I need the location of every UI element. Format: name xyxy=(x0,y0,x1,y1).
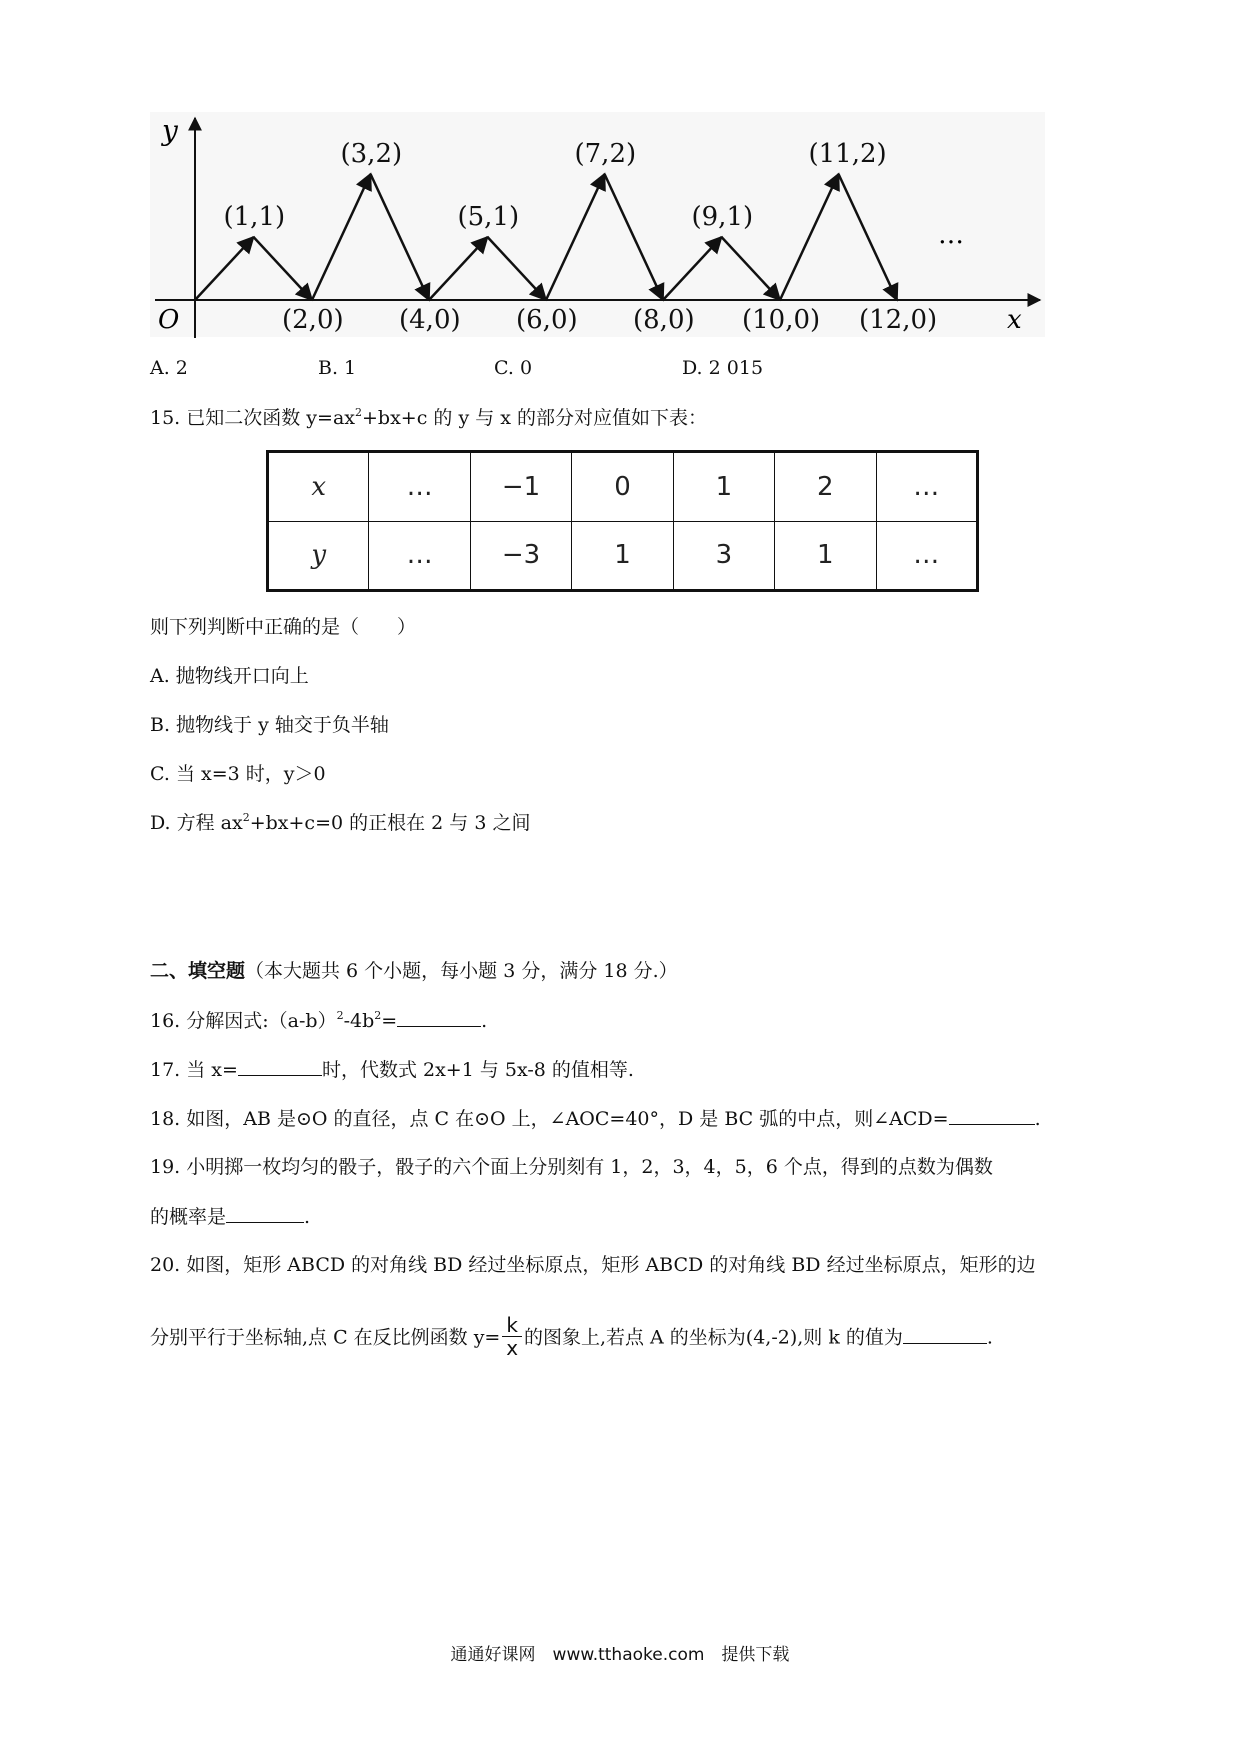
q20-line1: 20. 如图，矩形 ABCD 的对角线 BD 经过坐标原点，矩形 ABCD 的对角线 BD 经过坐标原点，矩形的边 xyxy=(150,1254,1036,1276)
x-axis-label: x xyxy=(1007,305,1022,335)
q19-line2: 的概率是 . xyxy=(150,1206,311,1228)
graph-ellipsis: … xyxy=(938,220,964,250)
q15-option-a: A. 抛物线开口向上 xyxy=(150,665,309,687)
answer-blank[interactable] xyxy=(949,1106,1035,1125)
q15-prompt: 则下列判断中正确的是（ ） xyxy=(150,616,417,638)
peak-label: (7,2) xyxy=(574,139,637,169)
q16: 16. 分解因式$:(a-b)^2-4b^2=$ . xyxy=(150,1009,488,1032)
q15-stem: 15. 已知二次函数 $y=ax^2+bx+c$ 的 y 与 x 的部分对应值如下表： xyxy=(150,406,708,429)
option-d: D. 2 015 xyxy=(682,357,764,379)
section-title: 二、填空题 xyxy=(150,960,246,982)
base-label: (8,0) xyxy=(633,305,695,335)
table-cell: 1 xyxy=(673,452,774,522)
q17: 17. 当 x= 时，代数式 2x+1 与 5x-8 的值相等. xyxy=(150,1059,634,1081)
peak-label: (11,2) xyxy=(808,139,887,169)
table-cell: 1 xyxy=(572,521,673,591)
answer-blank[interactable] xyxy=(903,1325,987,1344)
section-heading xyxy=(150,959,678,983)
table-cell: 2 xyxy=(775,452,876,522)
base-label: (6,0) xyxy=(516,305,578,335)
table-cell: 3 xyxy=(673,521,774,591)
y-axis-label: y xyxy=(162,114,178,147)
option-b: B. 1 xyxy=(318,357,357,379)
table-cell: y xyxy=(268,521,369,591)
option-c: C. 0 xyxy=(494,357,533,379)
table-cell: … xyxy=(876,452,977,522)
q18: 18. 如图，AB 是⊙O 的直径，点 C 在⊙O 上，∠AOC=40°，D 是 BC 弧的中点，则∠ACD= . xyxy=(150,1108,1041,1130)
answer-blank[interactable] xyxy=(397,1008,481,1027)
table-cell: 1 xyxy=(775,521,876,591)
base-label: (10,0) xyxy=(742,305,821,335)
peak-label: (3,2) xyxy=(340,139,403,169)
table-row xyxy=(268,452,978,522)
peak-label: (1,1) xyxy=(223,202,286,232)
option-a: A. 2 xyxy=(150,357,188,379)
base-label: (4,0) xyxy=(399,305,461,335)
q19-line1: 19. 小明掷一枚均匀的骰子，骰子的六个面上分别刻有 1，2，3，4，5，6 个点，得到的点数为偶数 xyxy=(150,1156,993,1178)
q15-option-b: B. 抛物线于 y 轴交于负半轴 xyxy=(150,714,389,736)
table-cell: … xyxy=(369,521,470,591)
q15-option-c: C. 当 x=3 时，y＞0 xyxy=(150,763,326,785)
section-note: （本大题共 6 个小题，每小题 3 分，满分 18 分.） xyxy=(245,960,678,982)
answer-blank[interactable] xyxy=(238,1057,322,1076)
peak-label: (9,1) xyxy=(691,202,754,232)
table-cell: −1 xyxy=(470,452,571,522)
fraction-k-over-x: $\frac{k}{x}$ xyxy=(502,1314,522,1359)
q20-line2: 分别平行于坐标轴,点 C 在反比例函数 y= $\frac{k}{x}$ 的图象上,若点 A 的坐标为(4,-2),则 k 的值为 . xyxy=(150,1313,993,1360)
q15-option-d: D. 方程 $ax^2+bx+c=0$ 的正根在 2 与 3 之间 xyxy=(150,811,531,834)
peak-label: (5,1) xyxy=(457,202,520,232)
answer-blank[interactable] xyxy=(226,1204,304,1223)
table-cell: … xyxy=(369,452,470,522)
base-label: (12,0) xyxy=(859,305,938,335)
table-cell: x xyxy=(268,452,369,522)
origin-label: O xyxy=(158,305,180,335)
zigzag-graph xyxy=(150,112,1050,342)
table-cell: −3 xyxy=(470,521,571,591)
base-label: (2,0) xyxy=(282,305,344,335)
table-cell: … xyxy=(876,521,977,591)
page-footer: 通通好课网 www.tthaoke.com 提供下载 xyxy=(450,1645,790,1665)
value-table xyxy=(266,450,979,592)
table-cell: 0 xyxy=(572,452,673,522)
table-row xyxy=(268,521,978,591)
